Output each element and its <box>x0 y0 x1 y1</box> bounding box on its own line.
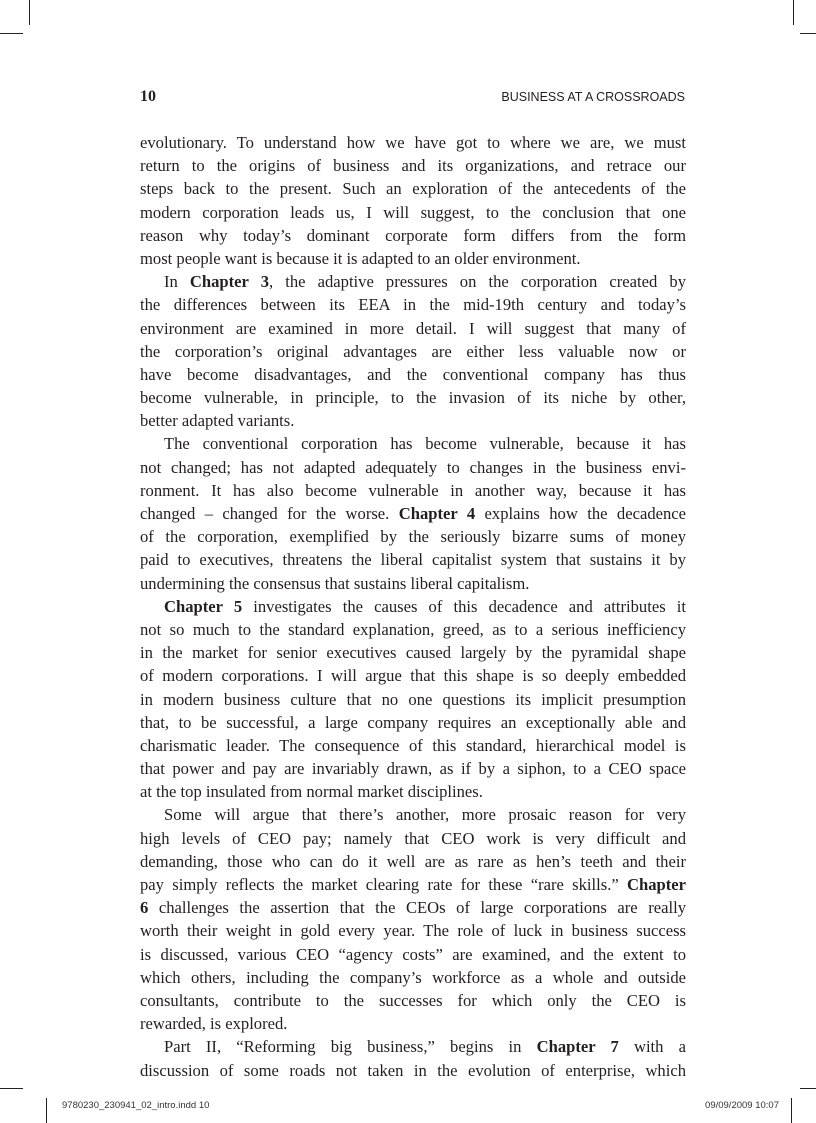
text-segment: steps back to the present. Such an exploration of the antecedents of the <box>140 179 686 199</box>
crop-mark <box>0 33 23 34</box>
text-segment: not so much to the standard explanation, greed, as to a serious inefficiency <box>140 619 686 639</box>
paragraph <box>140 595 686 804</box>
text-line <box>140 896 686 919</box>
text-line <box>140 919 686 942</box>
crop-mark <box>800 1088 816 1089</box>
crop-mark <box>46 1098 47 1123</box>
text-segment: charismatic leader. The consequence of this standard, hierarchical model is <box>140 735 686 755</box>
text-segment: that, to be successful, a large company requires an exceptionally able and <box>140 712 686 732</box>
text-segment: discussion of some roads not taken in the evolution of enterprise, which <box>140 1060 686 1080</box>
text-line <box>140 1035 686 1058</box>
text-segment: is discussed, various CEO “agency costs” are examined, and the extent to <box>140 944 686 964</box>
paragraph <box>140 432 686 594</box>
text-segment: pay simply reflects the market clearing rate for these “rare skills.” <box>140 875 627 894</box>
text-segment: not changed; has not adapted adequately to changes in the business envi- <box>140 457 686 477</box>
text-line <box>140 177 686 200</box>
body-text <box>140 131 686 1082</box>
text-segment: that power and pay are invariably drawn, as if by a siphon, to a CEO space <box>140 759 686 779</box>
text-segment: reason why today’s dominant corporate form differs from the form <box>140 225 686 245</box>
chapter-reference: 6 <box>140 898 149 918</box>
text-line <box>140 966 686 989</box>
text-segment: consultants, contribute to the successes for which only the CEO is <box>140 990 686 1010</box>
text-line <box>140 154 686 177</box>
text-line <box>140 456 686 479</box>
text-line <box>140 363 686 386</box>
text-line <box>140 548 686 571</box>
text-line <box>140 201 686 224</box>
footer-file: 9780230_230941_02_intro.indd 10 <box>62 1100 210 1111</box>
text-segment: high levels of CEO pay; namely that CEO work is very difficult and <box>140 828 686 848</box>
text-line <box>140 803 686 826</box>
text-segment: Some will argue that there’s another, more prosaic reason for very <box>164 805 686 825</box>
text-line <box>140 409 686 432</box>
text-line <box>140 572 686 595</box>
crop-mark <box>29 0 30 25</box>
text-line <box>140 479 686 502</box>
text-segment: ronment. It has also become vulnerable in another way, because it has <box>140 480 686 500</box>
text-line <box>140 618 686 641</box>
text-line <box>140 525 686 548</box>
text-line <box>140 989 686 1012</box>
text-segment: demanding, those who can do it well are as rare as hen’s teeth and their <box>140 851 686 871</box>
text-line <box>140 850 686 873</box>
text-segment: with a <box>618 1037 686 1057</box>
text-segment: The conventional corporation has become vulnerable, because it has <box>164 434 686 454</box>
text-line <box>140 131 686 154</box>
chapter-reference: Chapter 4 <box>398 504 476 523</box>
text-segment: modern corporation leads us, I will suggest, to the conclusion that one <box>140 202 686 222</box>
text-line <box>140 595 686 618</box>
crop-mark <box>793 0 794 25</box>
text-segment: return to the origins of business and its organizations, and retrace our <box>140 156 686 176</box>
text-line <box>140 780 686 803</box>
chapter-reference: Chapter 3 <box>189 272 270 292</box>
running-title: BUSINESS AT A CROSSROADS <box>501 90 685 104</box>
text-segment: undermining the consensus that sustains liberal capitalism. <box>140 573 530 593</box>
text-line <box>140 317 686 340</box>
text-segment: rewarded, is explored. <box>140 1014 288 1034</box>
text-segment: worth their weight in gold every year. The role of luck in business success <box>140 921 686 941</box>
text-segment: most people want is because it is adapted to an older environment. <box>140 248 581 268</box>
paragraph <box>140 1035 686 1081</box>
text-line <box>140 270 686 293</box>
chapter-reference: Chapter 7 <box>536 1037 619 1057</box>
crop-mark <box>791 1098 792 1123</box>
text-line <box>140 293 686 316</box>
text-line <box>140 224 686 247</box>
chapter-reference: Chapter <box>627 875 686 894</box>
text-line <box>140 757 686 780</box>
text-line <box>140 641 686 664</box>
text-line <box>140 432 686 455</box>
text-line <box>140 340 686 363</box>
text-segment: challenges the assertion that the CEOs of large corporations are really <box>148 898 686 918</box>
text-line <box>140 734 686 757</box>
text-segment: In <box>164 272 190 292</box>
page-number: 10 <box>140 88 156 105</box>
paragraph <box>140 803 686 1035</box>
text-line <box>140 827 686 850</box>
text-line <box>140 688 686 711</box>
text-segment: Part II, “Reforming big business,” begins in <box>164 1037 537 1057</box>
text-segment: have become disadvantages, and the conventional company has thus <box>140 364 686 384</box>
text-segment: which others, including the company’s workforce as a whole and outside <box>140 967 686 987</box>
text-segment: the differences between its EEA in the mid-19th century and today’s <box>140 295 686 315</box>
text-segment: of modern corporations. I will argue that this shape is so deeply embedded <box>140 666 686 686</box>
crop-mark <box>0 1088 23 1089</box>
text-segment: at the top insulated from normal market disciplines. <box>140 782 483 802</box>
text-line <box>140 873 686 896</box>
crop-mark <box>800 33 816 34</box>
text-segment: investigates the causes of this decadence and attributes it <box>242 596 686 616</box>
chapter-reference: Chapter 5 <box>164 596 243 616</box>
text-segment: in the market for senior executives caused largely by the pyramidal shape <box>140 643 686 663</box>
text-line <box>140 1012 686 1035</box>
footer-date: 09/09/2009 10:07 <box>705 1100 779 1111</box>
text-line <box>140 386 686 409</box>
text-segment: in modern business culture that no one questions its implicit presumption <box>140 689 686 709</box>
text-segment: paid to executives, threatens the liberal capitalist system that sustains it by <box>140 550 686 570</box>
text-line <box>140 1059 686 1082</box>
paragraph <box>140 131 686 270</box>
text-line <box>140 247 686 270</box>
text-segment: , the adaptive pressures on the corporation created by <box>269 272 686 292</box>
text-segment: changed – changed for the worse. <box>140 504 399 523</box>
text-segment: the corporation’s original advantages are either less valuable now or <box>140 341 686 361</box>
text-segment: explains how the decadence <box>475 504 687 523</box>
text-segment: of the corporation, exemplified by the seriously bizarre sums of money <box>140 527 686 547</box>
text-segment: environment are examined in more detail. I will suggest that many of <box>140 318 686 338</box>
text-segment: better adapted variants. <box>140 411 295 431</box>
text-line <box>140 502 686 525</box>
text-segment: become vulnerable, in principle, to the invasion of its niche by other, <box>140 388 686 408</box>
paragraph <box>140 270 686 432</box>
text-line <box>140 711 686 734</box>
text-segment: evolutionary. To understand how we have got to where we are, we must <box>140 133 686 152</box>
text-line <box>140 943 686 966</box>
text-line <box>140 664 686 687</box>
